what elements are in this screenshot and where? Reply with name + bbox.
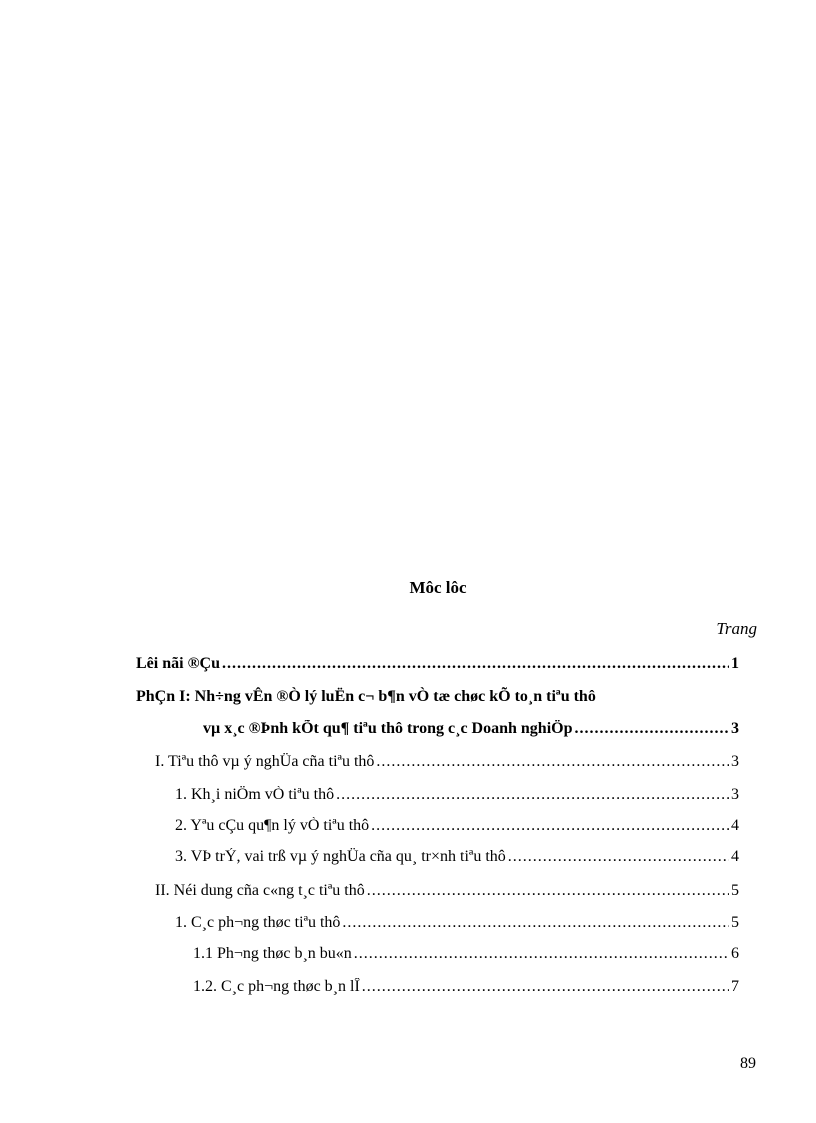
toc-entry-text: 2. Yªu cÇu qu¶n lý vÒ tiªu thô	[175, 817, 370, 834]
toc-leader	[222, 655, 729, 673]
toc-entry-text: 1. C¸c ph¬ng thøc tiªu thô	[175, 914, 341, 931]
page-column-label: Trang	[716, 619, 757, 638]
toc-entry-page: 5	[731, 882, 739, 899]
toc-entry-page: 3	[731, 720, 739, 737]
toc-entry-text: vµ x¸c ®Þnh kÕt qu¶ tiªu thô trong c¸c Doanh nghiÖp	[203, 720, 573, 737]
toc-entry-preface[interactable]	[136, 655, 739, 673]
toc-leader	[336, 786, 729, 804]
toc-entry-page: 6	[731, 945, 739, 962]
toc-entry-2-1[interactable]	[175, 914, 739, 932]
page-number: 89	[740, 1055, 756, 1072]
toc-entry-text: 1.2. C¸c ph¬ng thøc b¸n lÎ	[193, 978, 360, 995]
toc-entry-1-1[interactable]	[175, 786, 739, 804]
toc-entry-part1-line2[interactable]	[203, 720, 739, 738]
toc-entry-page: 5	[731, 914, 739, 931]
toc-entry-text: 1.1 Ph¬ng thøc b¸n bu«n	[193, 945, 352, 962]
toc-leader	[354, 945, 729, 963]
toc-leader	[371, 817, 729, 835]
toc-leader	[508, 848, 729, 866]
toc-leader	[367, 882, 729, 900]
toc-entry-page: 4	[731, 848, 739, 865]
toc-entry-page: 7	[731, 978, 739, 995]
toc-entry-2-1-2[interactable]	[193, 978, 739, 996]
toc-title: Môc lôc	[409, 578, 467, 597]
toc-entry-page: 3	[731, 786, 739, 803]
toc-entry-page: 4	[731, 817, 739, 834]
toc-leader	[362, 978, 729, 996]
toc-entry-section-2[interactable]	[155, 882, 739, 900]
toc-leader	[376, 753, 729, 771]
toc-leader	[574, 720, 729, 738]
toc-entry-part1-line1[interactable]: PhÇn I: Nh÷ng vÊn ®Ò lý luËn c¬ b¶n vÒ tæ chøc kÕ to¸n tiªu thô	[136, 688, 596, 705]
toc-entry-text: I. Tiªu thô vµ ý nghÜa cña tiªu thô	[155, 753, 375, 770]
toc-entry-text: Lêi nãi ®Çu	[136, 655, 220, 672]
toc-entry-1-3[interactable]	[175, 848, 739, 866]
toc-entry-text: 1. Kh¸i niÖm vÒ tiªu thô	[175, 786, 335, 803]
toc-entry-section-1[interactable]	[155, 753, 739, 771]
toc-entry-text: 3. VÞ trÝ, vai trß vµ ý nghÜa cña qu¸ tr×nh tiªu thô	[175, 848, 506, 865]
toc-entry-page: 3	[731, 753, 739, 770]
toc-entry-1-2[interactable]	[175, 817, 739, 835]
toc-entry-page: 1	[731, 655, 739, 672]
toc-leader	[342, 914, 729, 932]
toc-entry-2-1-1[interactable]	[193, 945, 739, 963]
toc-entry-text: II. Néi dung cña c«ng t¸c tiªu thô	[155, 882, 365, 899]
